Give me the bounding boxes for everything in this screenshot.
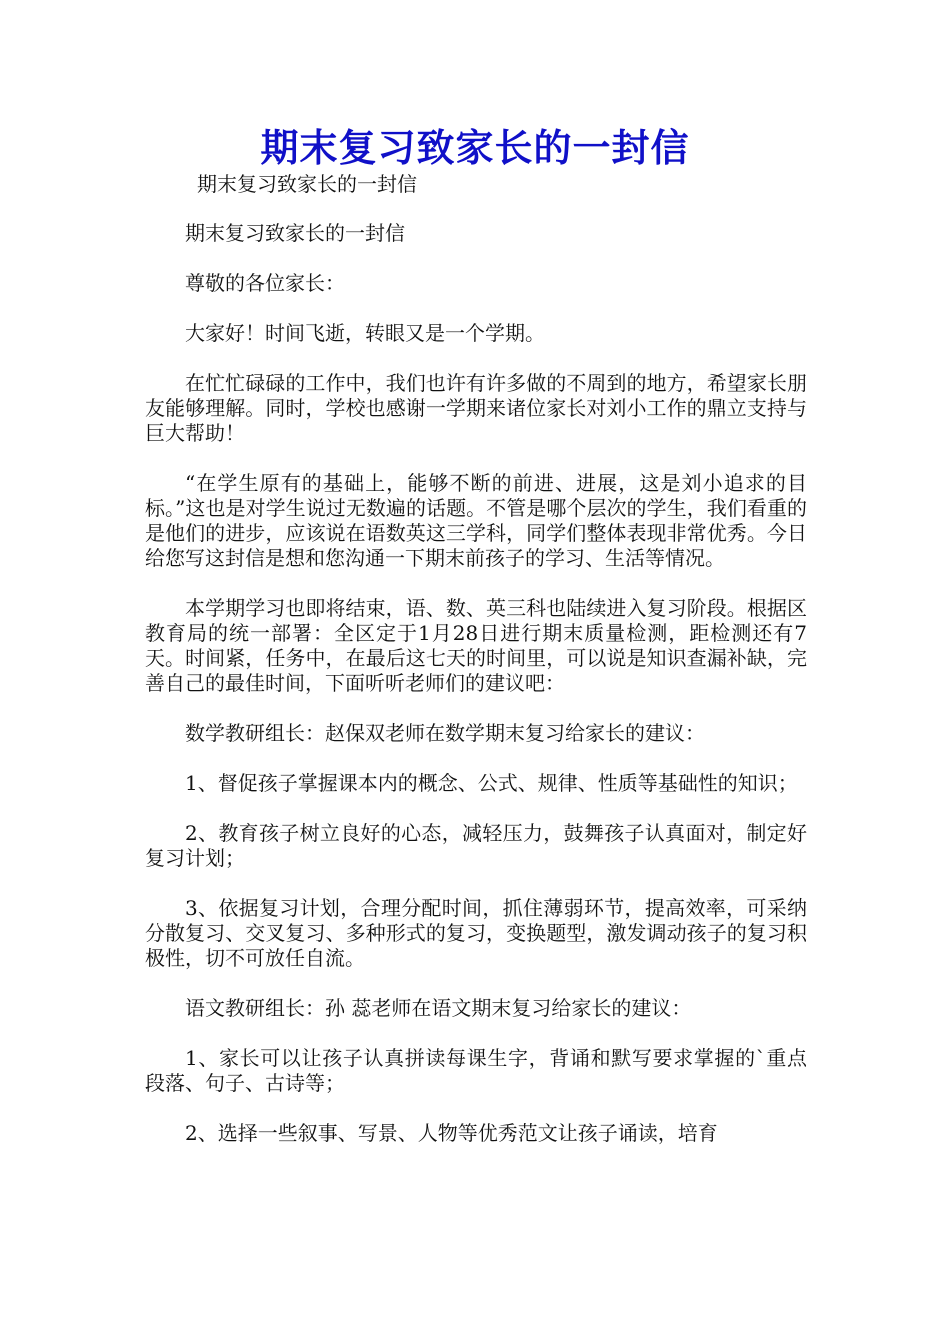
salutation: 尊敬的各位家长：	[185, 271, 345, 295]
body-paragraph: “在学生原有的基础上，能够不断的前进、进展，这是刘小追求的目标。”这也是对学生说过无数遍的话题。不管是哪个层次的学生，我们看重的是他们的进步，应该说在语数英这三学科，同学们整体表现非常优秀。今日给您写这封信是想和您沟通一下期末前孩子的学习、生活等情况。	[145, 471, 807, 570]
list-item: 1、督促孩子掌握课本内的概念、公式、规律、性质等基础性的知识；	[185, 771, 798, 795]
subtitle-line: 期末复习致家长的一封信	[197, 172, 417, 196]
body-paragraph: 在忙忙碌碌的工作中，我们也许有许多做的不周到的地方，希望家长朋友能够理解。同时，学校也感谢一学期来诸位家长对刘小工作的鼎立支持与巨大帮助！	[145, 371, 807, 445]
list-item: 1、家长可以让孩子认真拼读每课生字，背诵和默写要求掌握的`重点段落、句子、古诗等；	[145, 1046, 807, 1095]
section-heading-math: 数学教研组长：赵保双老师在数学期末复习给家长的建议：	[185, 721, 705, 745]
document-title: 期末复习致家长的一封信	[260, 125, 690, 170]
heading-repeat: 期末复习致家长的一封信	[185, 221, 405, 245]
body-paragraph: 本学期学习也即将结束，语、数、英三科也陆续进入复习阶段。根据区教育局的统一部署：全区定于1月28日进行期末质量检测，距检测还有7天。时间紧，任务中，在最后这七天的时间里，可以说是知识查漏补缺，完善自己的最佳时间，下面听听老师们的建议吧：	[145, 596, 807, 695]
section-heading-chinese: 语文教研组长：孙 蕊老师在语文期末复习给家长的建议：	[185, 996, 692, 1020]
greeting-paragraph: 大家好！时间飞逝，转眼又是一个学期。	[185, 321, 545, 345]
list-item: 3、依据复习计划，合理分配时间，抓住薄弱环节，提高效率，可采纳分散复习、交叉复习、多种形式的复习，变换题型，激发调动孩子的复习积极性，切不可放任自流。	[145, 896, 807, 970]
list-item: 2、选择一些叙事、写景、人物等优秀范文让孩子诵读，培育	[185, 1121, 718, 1145]
list-item: 2、教育孩子树立良好的心态，减轻压力，鼓舞孩子认真面对，制定好复习计划；	[145, 821, 807, 870]
document-body	[145, 172, 807, 1171]
